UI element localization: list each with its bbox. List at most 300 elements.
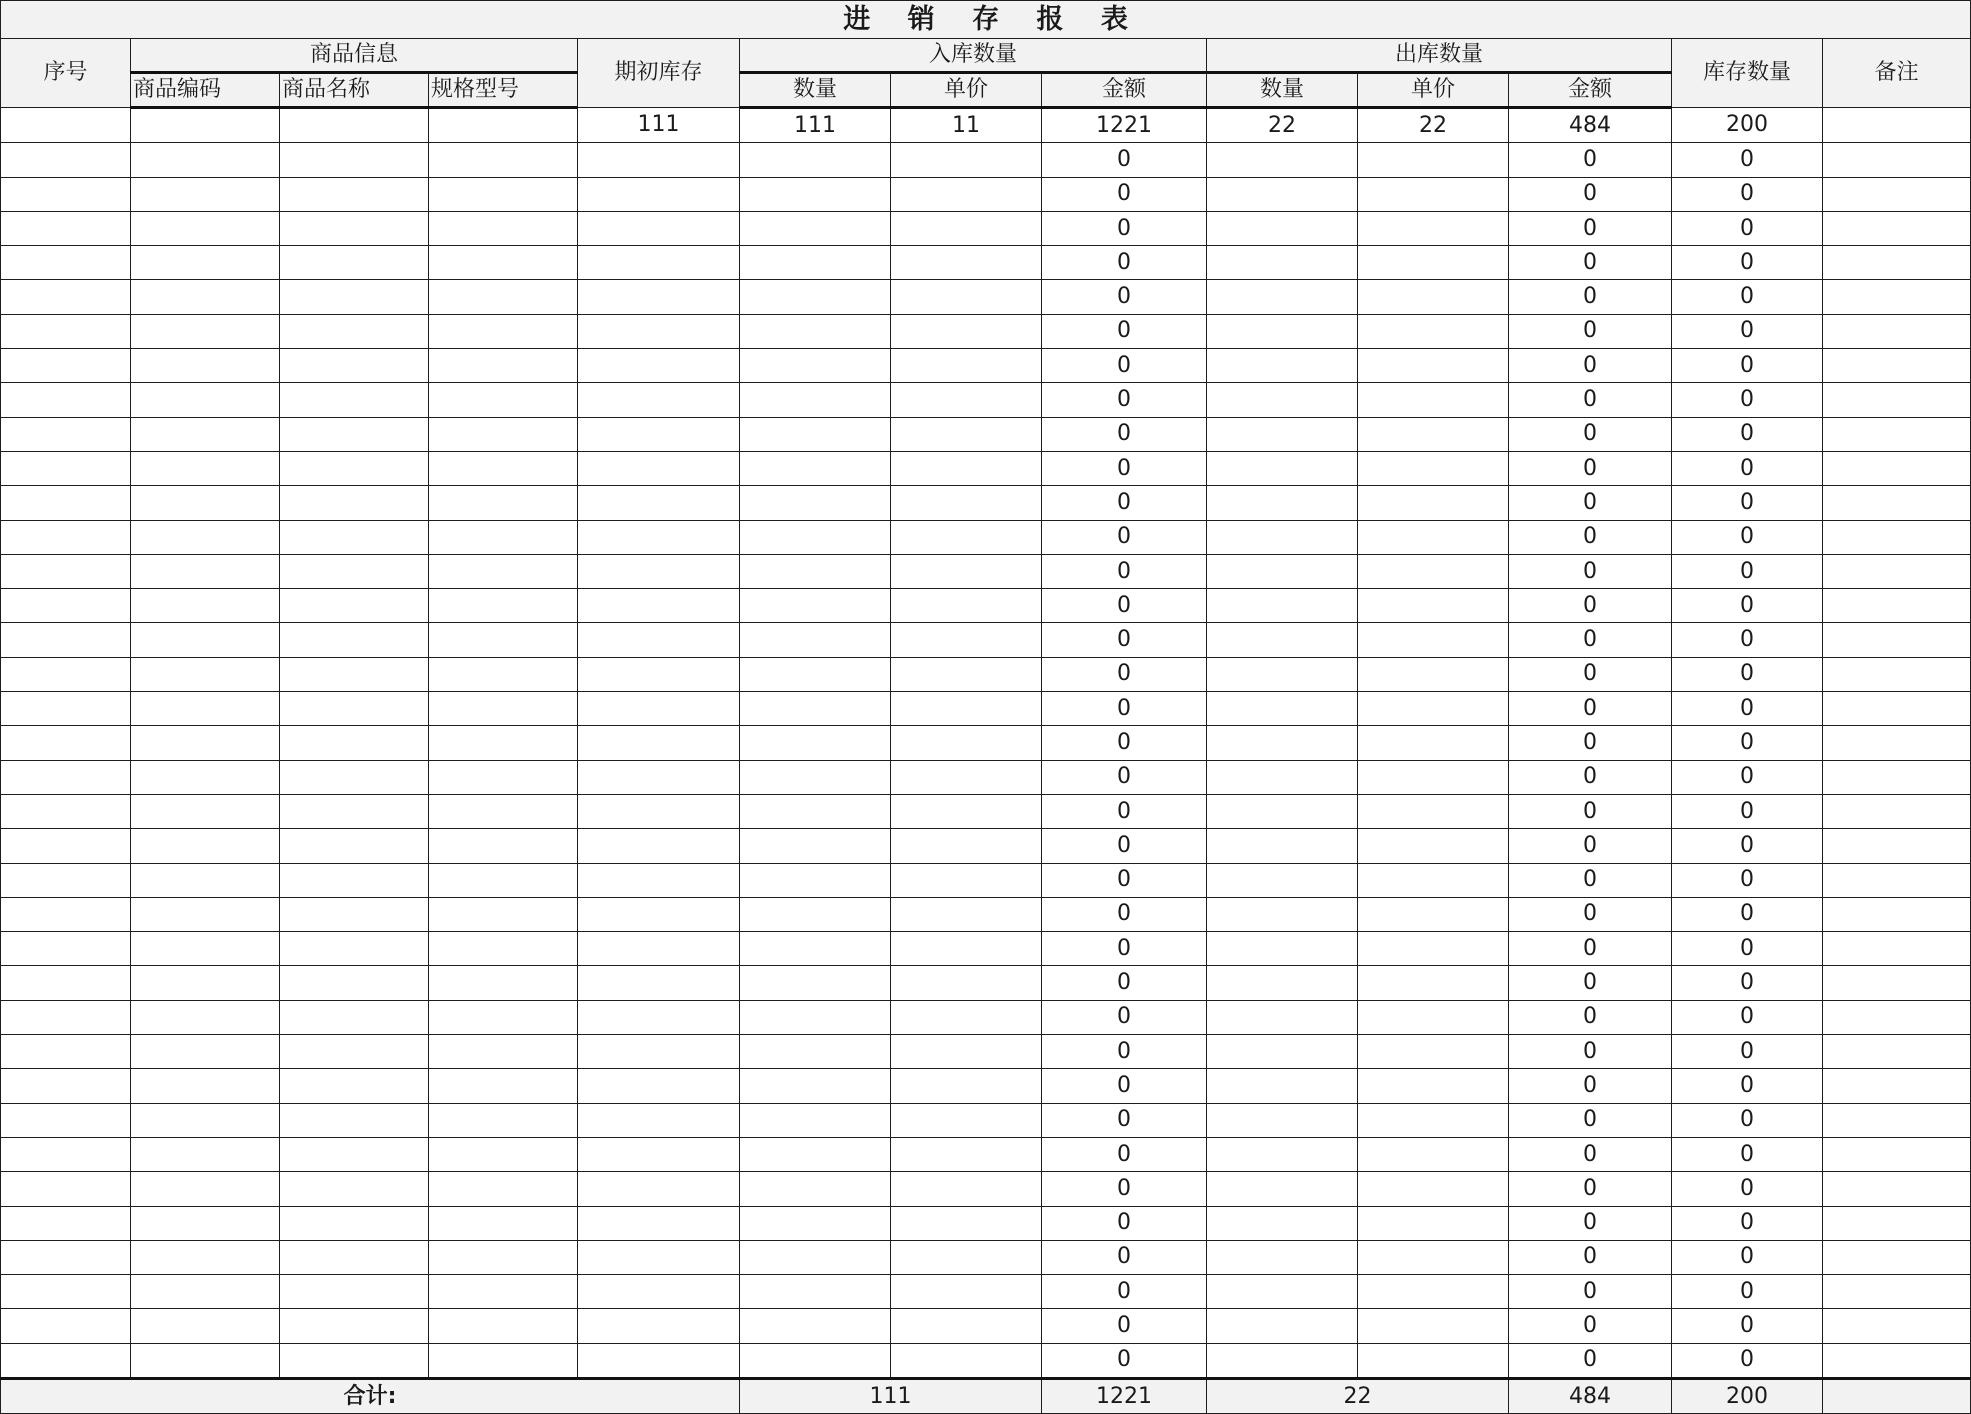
totals-in-qty[interactable]: 111: [740, 1378, 1042, 1413]
cell-spec[interactable]: [429, 1172, 578, 1206]
cell-seq[interactable]: [1, 1206, 131, 1240]
cell-spec[interactable]: [429, 143, 578, 177]
cell-out-amount[interactable]: 0: [1509, 966, 1672, 1000]
cell-in-amount[interactable]: 0: [1042, 554, 1207, 588]
cell-spec[interactable]: [429, 1206, 578, 1240]
cell-opening[interactable]: [578, 897, 740, 931]
cell-opening[interactable]: [578, 280, 740, 314]
cell-opening[interactable]: [578, 451, 740, 485]
cell-in-amount[interactable]: 0: [1042, 1309, 1207, 1343]
header-opening-stock[interactable]: 期初库存: [578, 39, 740, 108]
cell-name[interactable]: [280, 829, 429, 863]
cell-in-price[interactable]: [891, 1343, 1042, 1378]
cell-out-amount[interactable]: 0: [1509, 246, 1672, 280]
cell-name[interactable]: [280, 280, 429, 314]
cell-code[interactable]: [131, 1240, 280, 1274]
cell-remark[interactable]: [1823, 1240, 1971, 1274]
cell-seq[interactable]: [1, 554, 131, 588]
cell-out-price[interactable]: [1358, 280, 1509, 314]
cell-in-amount[interactable]: 0: [1042, 383, 1207, 417]
cell-remark[interactable]: [1823, 486, 1971, 520]
cell-remark[interactable]: [1823, 520, 1971, 554]
cell-remark[interactable]: [1823, 1172, 1971, 1206]
cell-code[interactable]: [131, 657, 280, 691]
cell-name[interactable]: [280, 1137, 429, 1171]
cell-out-price[interactable]: [1358, 1069, 1509, 1103]
header-in-quantity[interactable]: 数量: [740, 73, 891, 108]
cell-seq[interactable]: [1, 520, 131, 554]
cell-seq[interactable]: [1, 692, 131, 726]
cell-spec[interactable]: [429, 760, 578, 794]
cell-remark[interactable]: [1823, 246, 1971, 280]
cell-stock[interactable]: 0: [1672, 177, 1823, 211]
cell-spec[interactable]: [429, 554, 578, 588]
cell-in-price[interactable]: [891, 760, 1042, 794]
cell-seq[interactable]: [1, 932, 131, 966]
cell-out-qty[interactable]: [1207, 417, 1358, 451]
cell-code[interactable]: [131, 863, 280, 897]
cell-out-amount[interactable]: 0: [1509, 417, 1672, 451]
cell-seq[interactable]: [1, 1035, 131, 1069]
cell-in-price[interactable]: [891, 177, 1042, 211]
cell-in-price[interactable]: [891, 314, 1042, 348]
cell-out-amount[interactable]: 0: [1509, 177, 1672, 211]
cell-in-price[interactable]: [891, 1309, 1042, 1343]
cell-seq[interactable]: [1, 383, 131, 417]
cell-stock[interactable]: 0: [1672, 451, 1823, 485]
cell-in-price[interactable]: [891, 1206, 1042, 1240]
cell-in-amount[interactable]: 0: [1042, 1103, 1207, 1137]
cell-code[interactable]: [131, 1035, 280, 1069]
cell-in-qty[interactable]: [740, 966, 891, 1000]
cell-opening[interactable]: [578, 692, 740, 726]
cell-stock[interactable]: 0: [1672, 966, 1823, 1000]
cell-stock[interactable]: 0: [1672, 246, 1823, 280]
cell-code[interactable]: [131, 1343, 280, 1378]
cell-in-price[interactable]: [891, 589, 1042, 623]
cell-stock[interactable]: 0: [1672, 383, 1823, 417]
cell-in-price[interactable]: [891, 829, 1042, 863]
cell-out-price[interactable]: [1358, 349, 1509, 383]
cell-out-qty[interactable]: [1207, 1309, 1358, 1343]
cell-in-amount[interactable]: 0: [1042, 760, 1207, 794]
cell-remark[interactable]: [1823, 177, 1971, 211]
header-in-amount[interactable]: 金额: [1042, 73, 1207, 108]
cell-out-price[interactable]: [1358, 554, 1509, 588]
cell-out-amount[interactable]: 0: [1509, 280, 1672, 314]
cell-out-price[interactable]: [1358, 794, 1509, 828]
cell-out-price[interactable]: [1358, 1137, 1509, 1171]
cell-opening[interactable]: 111: [578, 108, 740, 143]
cell-out-amount[interactable]: 0: [1509, 1206, 1672, 1240]
cell-stock[interactable]: 0: [1672, 417, 1823, 451]
cell-remark[interactable]: [1823, 1035, 1971, 1069]
cell-opening[interactable]: [578, 1275, 740, 1309]
cell-out-price[interactable]: [1358, 486, 1509, 520]
cell-in-qty[interactable]: [740, 1069, 891, 1103]
cell-out-amount[interactable]: 0: [1509, 897, 1672, 931]
cell-out-qty[interactable]: [1207, 1035, 1358, 1069]
cell-spec[interactable]: [429, 177, 578, 211]
cell-name[interactable]: [280, 1206, 429, 1240]
cell-in-price[interactable]: [891, 417, 1042, 451]
cell-in-price[interactable]: [891, 143, 1042, 177]
cell-seq[interactable]: [1, 657, 131, 691]
header-product-info[interactable]: 商品信息: [131, 39, 578, 73]
cell-in-price[interactable]: [891, 932, 1042, 966]
cell-out-price[interactable]: [1358, 623, 1509, 657]
cell-in-amount[interactable]: 0: [1042, 451, 1207, 485]
cell-stock[interactable]: 0: [1672, 1035, 1823, 1069]
cell-out-qty[interactable]: [1207, 1206, 1358, 1240]
cell-in-amount[interactable]: 0: [1042, 966, 1207, 1000]
cell-name[interactable]: [280, 1309, 429, 1343]
cell-in-amount[interactable]: 0: [1042, 1137, 1207, 1171]
cell-out-qty[interactable]: [1207, 383, 1358, 417]
cell-stock[interactable]: 0: [1672, 1069, 1823, 1103]
cell-out-amount[interactable]: 0: [1509, 1343, 1672, 1378]
cell-in-price[interactable]: [891, 383, 1042, 417]
cell-spec[interactable]: [429, 417, 578, 451]
cell-name[interactable]: [280, 108, 429, 143]
cell-in-qty[interactable]: [740, 554, 891, 588]
cell-opening[interactable]: [578, 726, 740, 760]
cell-stock[interactable]: 0: [1672, 760, 1823, 794]
cell-stock[interactable]: 0: [1672, 589, 1823, 623]
cell-out-qty[interactable]: [1207, 451, 1358, 485]
cell-in-price[interactable]: [891, 1103, 1042, 1137]
cell-in-amount[interactable]: 0: [1042, 623, 1207, 657]
cell-spec[interactable]: [429, 486, 578, 520]
header-spec-model[interactable]: 规格型号: [429, 73, 578, 108]
cell-in-price[interactable]: [891, 486, 1042, 520]
cell-out-qty[interactable]: [1207, 486, 1358, 520]
cell-remark[interactable]: [1823, 280, 1971, 314]
cell-in-qty[interactable]: [740, 451, 891, 485]
cell-stock[interactable]: 0: [1672, 554, 1823, 588]
cell-out-price[interactable]: [1358, 1309, 1509, 1343]
cell-opening[interactable]: [578, 417, 740, 451]
cell-stock[interactable]: 0: [1672, 692, 1823, 726]
cell-in-price[interactable]: [891, 1069, 1042, 1103]
cell-out-price[interactable]: [1358, 932, 1509, 966]
cell-opening[interactable]: [578, 211, 740, 245]
cell-stock[interactable]: 0: [1672, 726, 1823, 760]
header-product-code[interactable]: 商品编码: [131, 73, 280, 108]
cell-in-amount[interactable]: 0: [1042, 520, 1207, 554]
cell-out-price[interactable]: [1358, 246, 1509, 280]
cell-seq[interactable]: [1, 589, 131, 623]
cell-stock[interactable]: 0: [1672, 143, 1823, 177]
cell-out-amount[interactable]: 0: [1509, 1172, 1672, 1206]
cell-name[interactable]: [280, 451, 429, 485]
cell-remark[interactable]: [1823, 383, 1971, 417]
cell-seq[interactable]: [1, 143, 131, 177]
cell-out-qty[interactable]: [1207, 1103, 1358, 1137]
cell-spec[interactable]: [429, 657, 578, 691]
cell-in-qty[interactable]: [740, 897, 891, 931]
cell-out-price[interactable]: [1358, 211, 1509, 245]
cell-out-amount[interactable]: 0: [1509, 211, 1672, 245]
cell-code[interactable]: [131, 486, 280, 520]
cell-in-qty[interactable]: [740, 1000, 891, 1034]
cell-in-price[interactable]: [891, 451, 1042, 485]
cell-out-qty[interactable]: 22: [1207, 108, 1358, 143]
header-out-quantity[interactable]: 数量: [1207, 73, 1358, 108]
cell-opening[interactable]: [578, 1000, 740, 1034]
cell-spec[interactable]: [429, 692, 578, 726]
cell-code[interactable]: [131, 451, 280, 485]
cell-remark[interactable]: [1823, 451, 1971, 485]
cell-out-price[interactable]: [1358, 1035, 1509, 1069]
cell-seq[interactable]: [1, 108, 131, 143]
cell-opening[interactable]: [578, 589, 740, 623]
cell-remark[interactable]: [1823, 1137, 1971, 1171]
cell-in-amount[interactable]: 0: [1042, 211, 1207, 245]
cell-out-qty[interactable]: [1207, 760, 1358, 794]
cell-remark[interactable]: [1823, 692, 1971, 726]
cell-in-amount[interactable]: 0: [1042, 1343, 1207, 1378]
cell-out-price[interactable]: [1358, 1000, 1509, 1034]
cell-seq[interactable]: [1, 246, 131, 280]
cell-out-price[interactable]: 22: [1358, 108, 1509, 143]
cell-out-qty[interactable]: [1207, 966, 1358, 1000]
cell-out-qty[interactable]: [1207, 794, 1358, 828]
cell-remark[interactable]: [1823, 1103, 1971, 1137]
cell-spec[interactable]: [429, 1035, 578, 1069]
cell-seq[interactable]: [1, 451, 131, 485]
cell-out-price[interactable]: [1358, 383, 1509, 417]
cell-out-amount[interactable]: 0: [1509, 657, 1672, 691]
cell-out-amount[interactable]: 0: [1509, 932, 1672, 966]
cell-spec[interactable]: [429, 1240, 578, 1274]
cell-seq[interactable]: [1, 417, 131, 451]
cell-out-qty[interactable]: [1207, 863, 1358, 897]
cell-in-qty[interactable]: [740, 143, 891, 177]
cell-out-amount[interactable]: 0: [1509, 692, 1672, 726]
cell-in-amount[interactable]: 0: [1042, 1000, 1207, 1034]
cell-in-amount[interactable]: 0: [1042, 143, 1207, 177]
cell-name[interactable]: [280, 1172, 429, 1206]
cell-name[interactable]: [280, 794, 429, 828]
cell-remark[interactable]: [1823, 314, 1971, 348]
cell-in-price[interactable]: [891, 897, 1042, 931]
cell-in-qty[interactable]: [740, 486, 891, 520]
totals-stock[interactable]: 200: [1672, 1378, 1823, 1413]
header-inbound[interactable]: 入库数量: [740, 39, 1207, 73]
cell-in-qty[interactable]: [740, 1137, 891, 1171]
cell-in-amount[interactable]: 0: [1042, 1206, 1207, 1240]
cell-stock[interactable]: 0: [1672, 657, 1823, 691]
cell-spec[interactable]: [429, 589, 578, 623]
cell-seq[interactable]: [1, 794, 131, 828]
cell-spec[interactable]: [429, 726, 578, 760]
cell-out-price[interactable]: [1358, 1240, 1509, 1274]
cell-code[interactable]: [131, 1137, 280, 1171]
cell-remark[interactable]: [1823, 349, 1971, 383]
cell-out-qty[interactable]: [1207, 932, 1358, 966]
cell-in-price[interactable]: [891, 1000, 1042, 1034]
cell-spec[interactable]: [429, 211, 578, 245]
cell-out-amount[interactable]: 0: [1509, 383, 1672, 417]
cell-code[interactable]: [131, 177, 280, 211]
cell-name[interactable]: [280, 417, 429, 451]
cell-opening[interactable]: [578, 554, 740, 588]
cell-in-qty[interactable]: [740, 1172, 891, 1206]
cell-in-price[interactable]: [891, 1035, 1042, 1069]
cell-code[interactable]: [131, 314, 280, 348]
cell-name[interactable]: [280, 589, 429, 623]
header-in-unit-price[interactable]: 单价: [891, 73, 1042, 108]
cell-spec[interactable]: [429, 383, 578, 417]
cell-code[interactable]: [131, 108, 280, 143]
cell-opening[interactable]: [578, 486, 740, 520]
header-out-amount[interactable]: 金额: [1509, 73, 1672, 108]
cell-remark[interactable]: [1823, 829, 1971, 863]
cell-out-amount[interactable]: 0: [1509, 520, 1672, 554]
cell-out-qty[interactable]: [1207, 829, 1358, 863]
cell-in-amount[interactable]: 0: [1042, 726, 1207, 760]
cell-name[interactable]: [280, 623, 429, 657]
cell-out-price[interactable]: [1358, 451, 1509, 485]
cell-name[interactable]: [280, 966, 429, 1000]
cell-out-amount[interactable]: 0: [1509, 794, 1672, 828]
cell-stock[interactable]: 0: [1672, 1309, 1823, 1343]
cell-out-amount[interactable]: 0: [1509, 863, 1672, 897]
cell-seq[interactable]: [1, 486, 131, 520]
cell-opening[interactable]: [578, 966, 740, 1000]
cell-in-price[interactable]: [891, 692, 1042, 726]
cell-opening[interactable]: [578, 177, 740, 211]
cell-out-price[interactable]: [1358, 829, 1509, 863]
cell-in-amount[interactable]: 0: [1042, 1172, 1207, 1206]
cell-out-qty[interactable]: [1207, 623, 1358, 657]
cell-in-qty[interactable]: [740, 657, 891, 691]
cell-spec[interactable]: [429, 1309, 578, 1343]
cell-code[interactable]: [131, 520, 280, 554]
cell-out-qty[interactable]: [1207, 211, 1358, 245]
cell-stock[interactable]: 0: [1672, 1275, 1823, 1309]
cell-in-qty[interactable]: [740, 349, 891, 383]
cell-seq[interactable]: [1, 897, 131, 931]
cell-in-qty[interactable]: [740, 623, 891, 657]
cell-name[interactable]: [280, 760, 429, 794]
cell-stock[interactable]: 0: [1672, 863, 1823, 897]
cell-seq[interactable]: [1, 863, 131, 897]
cell-spec[interactable]: [429, 863, 578, 897]
cell-spec[interactable]: [429, 520, 578, 554]
cell-name[interactable]: [280, 726, 429, 760]
cell-in-amount[interactable]: 0: [1042, 314, 1207, 348]
cell-code[interactable]: [131, 1000, 280, 1034]
cell-out-qty[interactable]: [1207, 1137, 1358, 1171]
cell-code[interactable]: [131, 1172, 280, 1206]
cell-name[interactable]: [280, 863, 429, 897]
cell-name[interactable]: [280, 932, 429, 966]
cell-seq[interactable]: [1, 726, 131, 760]
cell-in-amount[interactable]: 0: [1042, 246, 1207, 280]
cell-out-amount[interactable]: 0: [1509, 623, 1672, 657]
cell-out-qty[interactable]: [1207, 177, 1358, 211]
cell-in-amount[interactable]: 0: [1042, 1240, 1207, 1274]
cell-code[interactable]: [131, 383, 280, 417]
cell-out-price[interactable]: [1358, 589, 1509, 623]
cell-out-qty[interactable]: [1207, 692, 1358, 726]
cell-spec[interactable]: [429, 451, 578, 485]
cell-in-qty[interactable]: [740, 760, 891, 794]
cell-out-amount[interactable]: 0: [1509, 1309, 1672, 1343]
cell-in-price[interactable]: [891, 1275, 1042, 1309]
cell-opening[interactable]: [578, 794, 740, 828]
cell-remark[interactable]: [1823, 1069, 1971, 1103]
header-outbound[interactable]: 出库数量: [1207, 39, 1672, 73]
cell-code[interactable]: [131, 829, 280, 863]
cell-opening[interactable]: [578, 383, 740, 417]
cell-in-amount[interactable]: 0: [1042, 1069, 1207, 1103]
cell-opening[interactable]: [578, 246, 740, 280]
cell-opening[interactable]: [578, 829, 740, 863]
totals-remark[interactable]: [1823, 1378, 1971, 1413]
header-out-unit-price[interactable]: 单价: [1358, 73, 1509, 108]
cell-code[interactable]: [131, 692, 280, 726]
cell-out-amount[interactable]: 0: [1509, 589, 1672, 623]
cell-out-price[interactable]: [1358, 726, 1509, 760]
cell-seq[interactable]: [1, 1240, 131, 1274]
cell-remark[interactable]: [1823, 863, 1971, 897]
cell-code[interactable]: [131, 1275, 280, 1309]
cell-out-price[interactable]: [1358, 966, 1509, 1000]
cell-in-qty[interactable]: [740, 1343, 891, 1378]
cell-name[interactable]: [280, 314, 429, 348]
cell-spec[interactable]: [429, 1275, 578, 1309]
cell-name[interactable]: [280, 1240, 429, 1274]
cell-spec[interactable]: [429, 1343, 578, 1378]
cell-out-price[interactable]: [1358, 897, 1509, 931]
cell-code[interactable]: [131, 211, 280, 245]
cell-out-price[interactable]: [1358, 520, 1509, 554]
cell-out-qty[interactable]: [1207, 897, 1358, 931]
cell-out-qty[interactable]: [1207, 589, 1358, 623]
cell-remark[interactable]: [1823, 143, 1971, 177]
cell-in-price[interactable]: [891, 280, 1042, 314]
cell-spec[interactable]: [429, 1000, 578, 1034]
cell-stock[interactable]: 200: [1672, 108, 1823, 143]
header-stock-qty[interactable]: 库存数量: [1672, 39, 1823, 108]
cell-in-price[interactable]: [891, 1137, 1042, 1171]
cell-in-amount[interactable]: 0: [1042, 932, 1207, 966]
cell-in-price[interactable]: [891, 554, 1042, 588]
cell-in-price[interactable]: [891, 623, 1042, 657]
cell-code[interactable]: [131, 1069, 280, 1103]
cell-name[interactable]: [280, 657, 429, 691]
cell-name[interactable]: [280, 1000, 429, 1034]
cell-name[interactable]: [280, 1103, 429, 1137]
cell-in-qty[interactable]: [740, 417, 891, 451]
cell-spec[interactable]: [429, 108, 578, 143]
cell-in-price[interactable]: [891, 1172, 1042, 1206]
cell-in-price[interactable]: [891, 966, 1042, 1000]
cell-name[interactable]: [280, 692, 429, 726]
cell-code[interactable]: [131, 726, 280, 760]
cell-seq[interactable]: [1, 177, 131, 211]
cell-out-price[interactable]: [1358, 417, 1509, 451]
cell-seq[interactable]: [1, 1103, 131, 1137]
cell-in-price[interactable]: [891, 726, 1042, 760]
cell-opening[interactable]: [578, 349, 740, 383]
cell-out-price[interactable]: [1358, 177, 1509, 211]
cell-seq[interactable]: [1, 280, 131, 314]
cell-name[interactable]: [280, 177, 429, 211]
